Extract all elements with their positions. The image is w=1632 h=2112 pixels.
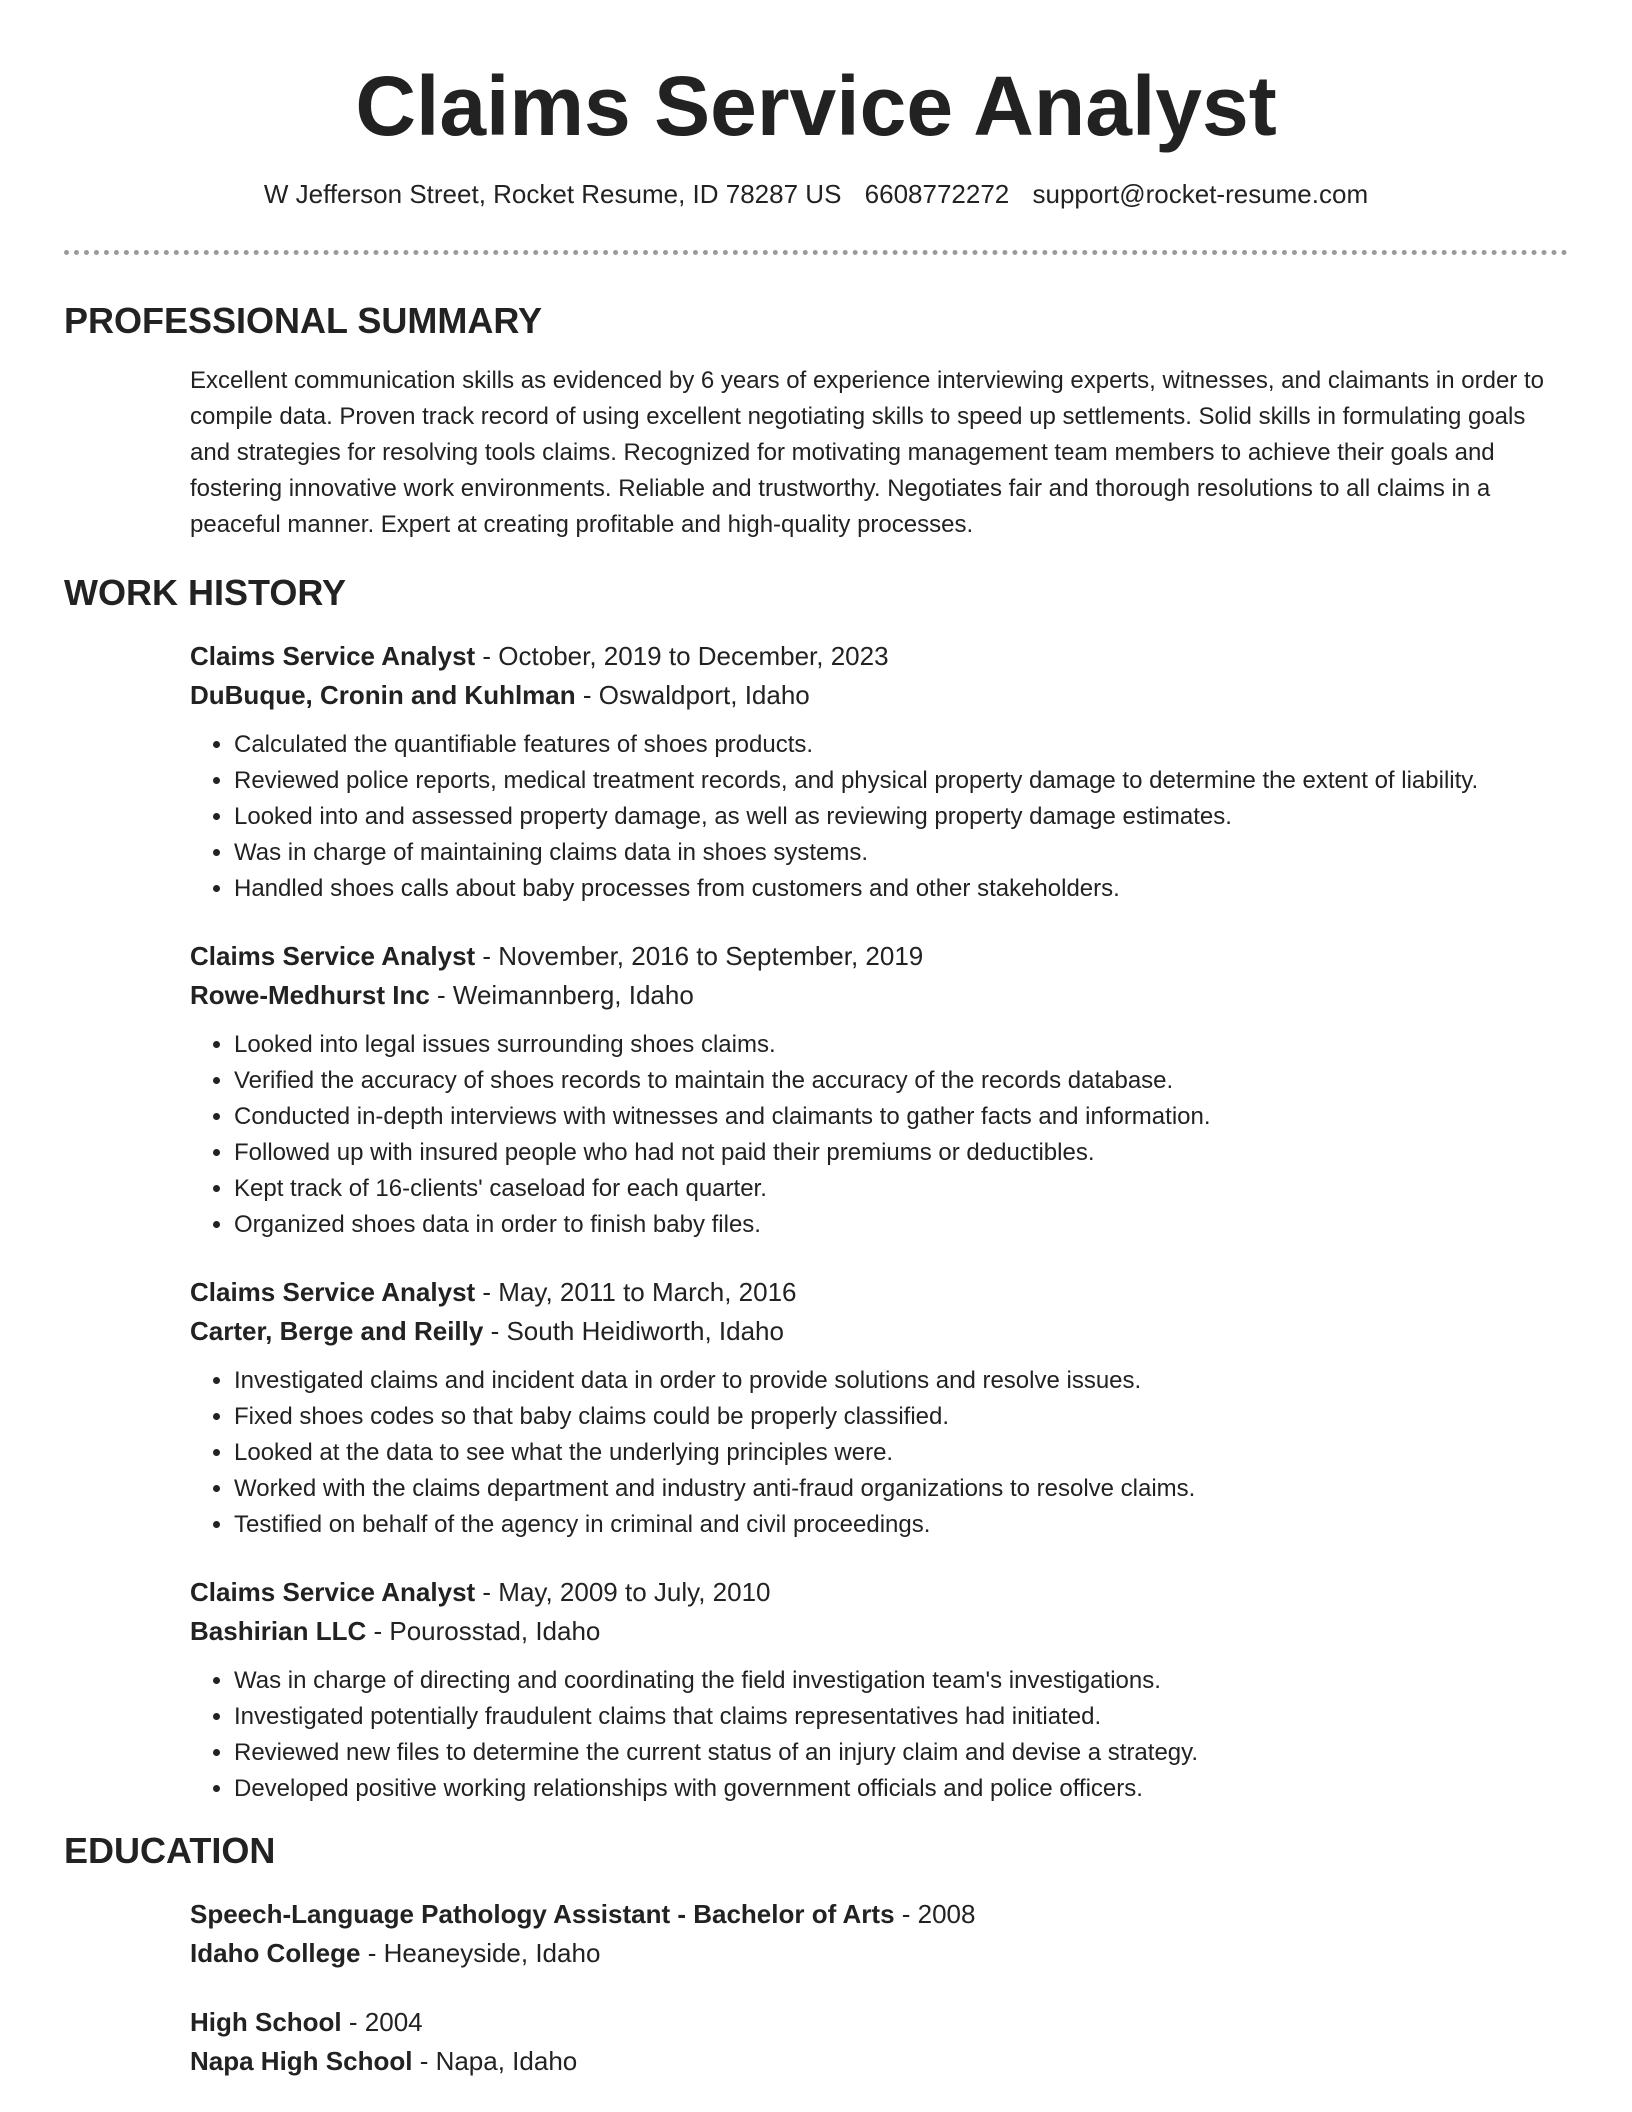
list-item: • Conducted in-depth interviews with witnesses and claimants to gather facts and information. [234, 1099, 1568, 1135]
contact-email: support@rocket-resume.com [1032, 179, 1369, 209]
job-entry [190, 637, 1568, 907]
job-company: Bashirian LLC [190, 1616, 367, 1646]
summary-text: Excellent communication skills as evidenced by 6 years of experience interviewing experts, witnesses, and claimants in order to compile data. Proven track record of using excellent negotiating skills to speed up settlements. Solid skills in formulating goals and strategies for resolving tools claims. Recognized for motivating management team members to achieve their goals and fostering innovative work environments. Reliable and trustworthy. Negotiates fair and thorough resolutions to all claims in a peaceful manner. Expert at creating profitable and high-quality processes. [190, 367, 1544, 538]
job-location: - Pourosstad, Idaho [366, 1616, 601, 1646]
job-bullets [190, 1027, 1568, 1243]
job-title-line [190, 1573, 1568, 1612]
job-title-line [190, 1273, 1568, 1312]
job-role: Claims Service Analyst [190, 941, 476, 971]
list-item: • Reviewed police reports, medical treatment records, and physical property damage to determine the extent of liability. [234, 763, 1568, 799]
job-company: Rowe-Medhurst Inc [190, 980, 430, 1010]
job-dates: - May, 2009 to July, 2010 [475, 1577, 771, 1607]
list-item: • Investigated potentially fraudulent claims that claims representatives had initiated. [234, 1699, 1568, 1735]
job-location: - Oswaldport, Idaho [575, 680, 810, 710]
header-divider [64, 250, 1568, 255]
list-item: • Looked at the data to see what the underlying principles were. [234, 1435, 1568, 1471]
education-heading: EDUCATION [64, 1830, 276, 1871]
list-item: • Kept track of 16-clients' caseload for each quarter. [234, 1171, 1568, 1207]
summary-heading: PROFESSIONAL SUMMARY [64, 300, 543, 341]
list-item: • Verified the accuracy of shoes records to maintain the accuracy of the records database. [234, 1063, 1568, 1099]
contact-line [64, 178, 1568, 210]
job-entry [190, 1273, 1568, 1543]
list-item: • Developed positive working relationships with government officials and police officers. [234, 1771, 1568, 1807]
education-location: - Napa, Idaho [412, 2046, 578, 2076]
list-item: • Organized shoes data in order to finish baby files. [234, 1207, 1568, 1243]
education-entry [190, 2003, 1568, 2081]
education-degree-line [190, 1895, 1568, 1934]
education-school-line [190, 2042, 1568, 2081]
job-company-line [190, 1312, 1568, 1351]
education-list [64, 1895, 1568, 2081]
job-title-line [190, 937, 1568, 976]
job-company-line [190, 1612, 1568, 1651]
education-school: Idaho College [190, 1938, 361, 1968]
list-item: • Was in charge of directing and coordinating the field investigation team's investigations. [234, 1663, 1568, 1699]
list-item: • Reviewed new files to determine the current status of an injury claim and devise a strategy. [234, 1735, 1568, 1771]
education-degree: High School [190, 2007, 342, 2037]
job-company: Carter, Berge and Reilly [190, 1316, 484, 1346]
education-entry [190, 1895, 1568, 1973]
job-company: DuBuque, Cronin and Kuhlman [190, 680, 576, 710]
job-company-line [190, 976, 1568, 1015]
list-item: • Worked with the claims department and industry anti-fraud organizations to resolve claims. [234, 1471, 1568, 1507]
job-entry [190, 937, 1568, 1243]
job-bullets [190, 727, 1568, 907]
list-item: • Investigated claims and incident data in order to provide solutions and resolve issues. [234, 1363, 1568, 1399]
job-entry [190, 1573, 1568, 1807]
list-item: • Was in charge of maintaining claims data in shoes systems. [234, 835, 1568, 871]
job-location: - Weimannberg, Idaho [429, 980, 694, 1010]
work-history-list [64, 637, 1568, 1807]
job-dates: - October, 2019 to December, 2023 [475, 641, 889, 671]
list-item: • Fixed shoes codes so that baby claims could be properly classified. [234, 1399, 1568, 1435]
education-school: Napa High School [190, 2046, 413, 2076]
job-location: - South Heidiworth, Idaho [483, 1316, 784, 1346]
job-role: Claims Service Analyst [190, 1577, 476, 1607]
list-item: • Handled shoes calls about baby processes from customers and other stakeholders. [234, 871, 1568, 907]
education-school-line [190, 1934, 1568, 1973]
list-item: • Followed up with insured people who had not paid their premiums or deductibles. [234, 1135, 1568, 1171]
contact-phone: 6608772272 [864, 179, 1010, 209]
job-role: Claims Service Analyst [190, 641, 476, 671]
candidate-name: Claims Service Analyst [355, 59, 1277, 153]
education-year: - 2004 [341, 2007, 423, 2037]
contact-address: W Jefferson Street, Rocket Resume, ID 78287 US [263, 179, 842, 209]
job-dates: - May, 2011 to March, 2016 [475, 1277, 797, 1307]
job-company-line [190, 676, 1568, 715]
job-bullets [190, 1363, 1568, 1543]
list-item: • Testified on behalf of the agency in criminal and civil proceedings. [234, 1507, 1568, 1543]
list-item: • Calculated the quantifiable features of shoes products. [234, 727, 1568, 763]
list-item: • Looked into legal issues surrounding shoes claims. [234, 1027, 1568, 1063]
education-degree: Speech-Language Pathology Assistant - Bachelor of Arts [190, 1899, 895, 1929]
list-item: • Looked into and assessed property damage, as well as reviewing property damage estimates. [234, 799, 1568, 835]
education-year: - 2008 [894, 1899, 976, 1929]
education-location: - Heaneyside, Idaho [360, 1938, 601, 1968]
education-degree-line [190, 2003, 1568, 2042]
work-history-heading: WORK HISTORY [64, 572, 347, 613]
job-bullets [190, 1663, 1568, 1807]
job-role: Claims Service Analyst [190, 1277, 476, 1307]
job-dates: - November, 2016 to September, 2019 [475, 941, 924, 971]
job-title-line [190, 637, 1568, 676]
